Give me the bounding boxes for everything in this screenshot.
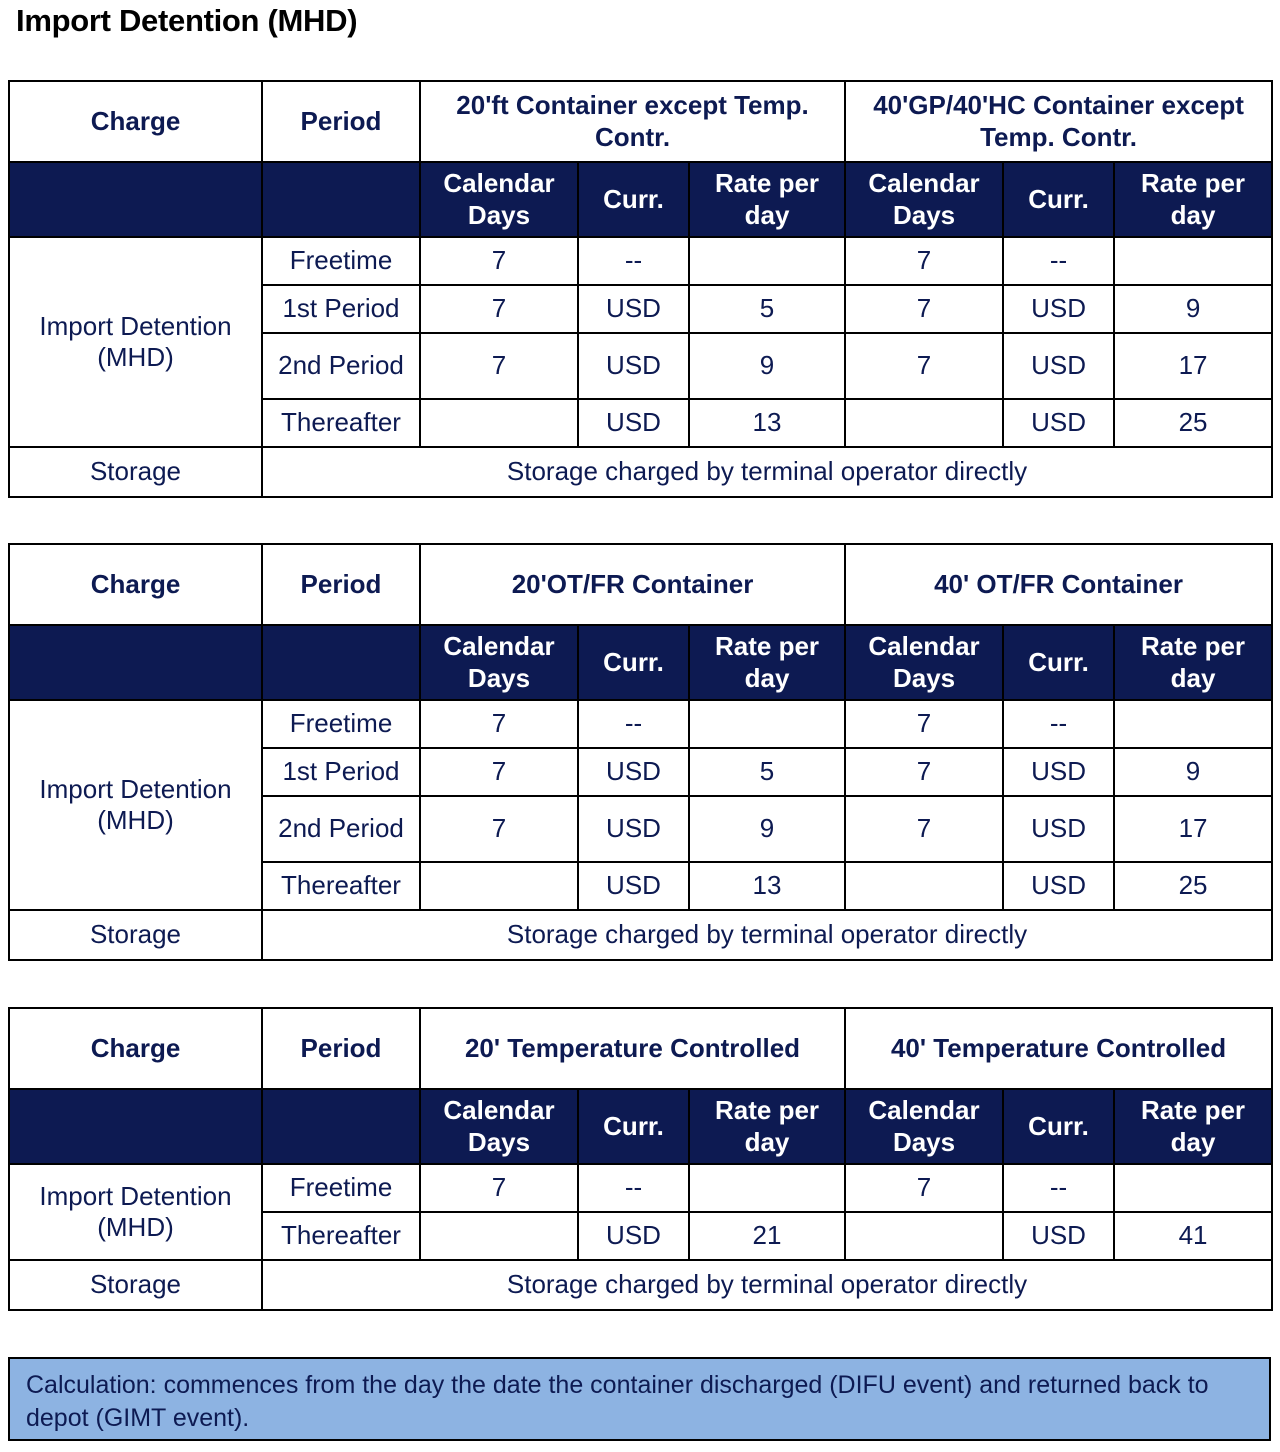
curr-40-cell: --	[1003, 700, 1114, 748]
container-40-header: 40' Temperature Controlled	[845, 1008, 1272, 1089]
charge-header: Charge	[9, 81, 262, 162]
curr-20-cell: USD	[578, 285, 689, 333]
storage-text: Storage charged by terminal operator directly	[262, 447, 1272, 497]
table-row	[9, 1164, 1272, 1212]
rate-20-cell	[689, 700, 845, 748]
container-20-header: 20' Temperature Controlled	[420, 1008, 845, 1089]
storage-text: Storage charged by terminal operator directly	[262, 910, 1272, 960]
curr-header: Curr.	[578, 625, 689, 700]
rate-20-cell: 13	[689, 399, 845, 447]
days-20-cell: 7	[420, 700, 578, 748]
days-40-cell: 7	[845, 285, 1003, 333]
curr-20-cell: USD	[578, 748, 689, 796]
storage-label: Storage	[9, 447, 262, 497]
curr-40-cell: --	[1003, 1164, 1114, 1212]
charge-header: Charge	[9, 1008, 262, 1089]
period-cell: Thereafter	[262, 862, 420, 910]
calendar-days-header: Calendar Days	[845, 162, 1003, 237]
subheader-empty	[262, 162, 420, 237]
days-20-cell: 7	[420, 285, 578, 333]
storage-label: Storage	[9, 1260, 262, 1310]
subheader-empty	[9, 625, 262, 700]
curr-header: Curr.	[1003, 162, 1114, 237]
curr-40-cell: USD	[1003, 285, 1114, 333]
rate-20-cell: 13	[689, 862, 845, 910]
rate-40-cell: 17	[1114, 333, 1272, 399]
curr-40-cell: USD	[1003, 1212, 1114, 1260]
storage-row	[9, 1260, 1272, 1310]
rate-20-cell	[689, 237, 845, 285]
rate-per-day-header: Rate per day	[1114, 162, 1272, 237]
subheader-empty	[9, 162, 262, 237]
days-20-cell: 7	[420, 237, 578, 285]
curr-40-cell: --	[1003, 237, 1114, 285]
days-20-cell: 7	[420, 748, 578, 796]
period-cell: Freetime	[262, 237, 420, 285]
curr-40-cell: USD	[1003, 796, 1114, 862]
calendar-days-header: Calendar Days	[420, 162, 578, 237]
period-header: Period	[262, 1008, 420, 1089]
curr-20-cell: --	[578, 237, 689, 285]
period-cell: 2nd Period	[262, 333, 420, 399]
rate-40-cell	[1114, 1164, 1272, 1212]
storage-row	[9, 910, 1272, 960]
rate-40-cell	[1114, 237, 1272, 285]
container-20-header: 20'ft Container except Temp. Contr.	[420, 81, 845, 162]
subheader-row	[9, 162, 1272, 237]
rate-table-ot-fr	[8, 543, 1273, 961]
storage-text: Storage charged by terminal operator directly	[262, 1260, 1272, 1310]
rate-20-cell: 5	[689, 748, 845, 796]
rate-per-day-header: Rate per day	[689, 625, 845, 700]
curr-20-cell: USD	[578, 862, 689, 910]
days-20-cell: 7	[420, 333, 578, 399]
days-20-cell: 7	[420, 796, 578, 862]
table-row	[9, 700, 1272, 748]
period-cell: 1st Period	[262, 748, 420, 796]
rate-20-cell: 9	[689, 333, 845, 399]
rate-40-cell: 9	[1114, 748, 1272, 796]
rate-40-cell	[1114, 700, 1272, 748]
rate-per-day-header: Rate per day	[689, 1089, 845, 1164]
container-40-header: 40'GP/40'HC Container except Temp. Contr.	[845, 81, 1272, 162]
subheader-empty	[9, 1089, 262, 1164]
curr-20-cell: --	[578, 1164, 689, 1212]
rate-per-day-header: Rate per day	[1114, 1089, 1272, 1164]
curr-20-cell: USD	[578, 1212, 689, 1260]
days-40-cell: 7	[845, 700, 1003, 748]
header-row	[9, 544, 1272, 625]
storage-row	[9, 447, 1272, 497]
rate-40-cell: 25	[1114, 399, 1272, 447]
subheader-empty	[262, 625, 420, 700]
rate-20-cell: 9	[689, 796, 845, 862]
curr-header: Curr.	[1003, 1089, 1114, 1164]
rate-table-temperature-controlled	[8, 1007, 1273, 1311]
subheader-row	[9, 625, 1272, 700]
curr-header: Curr.	[578, 1089, 689, 1164]
period-header: Period	[262, 81, 420, 162]
days-20-cell: 7	[420, 1164, 578, 1212]
rate-40-cell: 25	[1114, 862, 1272, 910]
days-20-cell	[420, 1212, 578, 1260]
curr-20-cell: --	[578, 700, 689, 748]
period-cell: Thereafter	[262, 1212, 420, 1260]
days-40-cell: 7	[845, 796, 1003, 862]
calendar-days-header: Calendar Days	[845, 1089, 1003, 1164]
header-row	[9, 81, 1272, 162]
period-cell: Freetime	[262, 1164, 420, 1212]
rate-40-cell: 17	[1114, 796, 1272, 862]
days-20-cell	[420, 862, 578, 910]
curr-20-cell: USD	[578, 796, 689, 862]
days-20-cell	[420, 399, 578, 447]
charge-header: Charge	[9, 544, 262, 625]
rate-20-cell: 21	[689, 1212, 845, 1260]
rate-40-cell: 41	[1114, 1212, 1272, 1260]
days-40-cell: 7	[845, 1164, 1003, 1212]
curr-header: Curr.	[1003, 625, 1114, 700]
period-header: Period	[262, 544, 420, 625]
rate-40-cell: 9	[1114, 285, 1272, 333]
calendar-days-header: Calendar Days	[420, 1089, 578, 1164]
storage-label: Storage	[9, 910, 262, 960]
curr-40-cell: USD	[1003, 333, 1114, 399]
days-40-cell	[845, 862, 1003, 910]
period-cell: 2nd Period	[262, 796, 420, 862]
days-40-cell	[845, 1212, 1003, 1260]
period-cell: 1st Period	[262, 285, 420, 333]
rate-table-standard	[8, 80, 1273, 498]
calculation-note: Calculation: commences from the day the date the container discharged (DIFU event) and returned back to depot (GIMT event).	[8, 1357, 1271, 1441]
rate-20-cell: 5	[689, 285, 845, 333]
subheader-empty	[262, 1089, 420, 1164]
period-cell: Freetime	[262, 700, 420, 748]
charge-cell: Import Detention (MHD)	[9, 237, 262, 447]
calendar-days-header: Calendar Days	[420, 625, 578, 700]
curr-40-cell: USD	[1003, 399, 1114, 447]
rate-20-cell	[689, 1164, 845, 1212]
days-40-cell: 7	[845, 748, 1003, 796]
rate-per-day-header: Rate per day	[689, 162, 845, 237]
days-40-cell: 7	[845, 237, 1003, 285]
rate-per-day-header: Rate per day	[1114, 625, 1272, 700]
days-40-cell: 7	[845, 333, 1003, 399]
curr-20-cell: USD	[578, 333, 689, 399]
charge-cell: Import Detention (MHD)	[9, 1164, 262, 1260]
container-40-header: 40' OT/FR Container	[845, 544, 1272, 625]
curr-header: Curr.	[578, 162, 689, 237]
days-40-cell	[845, 399, 1003, 447]
header-row	[9, 1008, 1272, 1089]
container-20-header: 20'OT/FR Container	[420, 544, 845, 625]
table-row	[9, 237, 1272, 285]
curr-40-cell: USD	[1003, 862, 1114, 910]
subheader-row	[9, 1089, 1272, 1164]
period-cell: Thereafter	[262, 399, 420, 447]
curr-40-cell: USD	[1003, 748, 1114, 796]
page-title: Import Detention (MHD)	[16, 3, 358, 38]
charge-cell: Import Detention (MHD)	[9, 700, 262, 910]
calendar-days-header: Calendar Days	[845, 625, 1003, 700]
curr-20-cell: USD	[578, 399, 689, 447]
